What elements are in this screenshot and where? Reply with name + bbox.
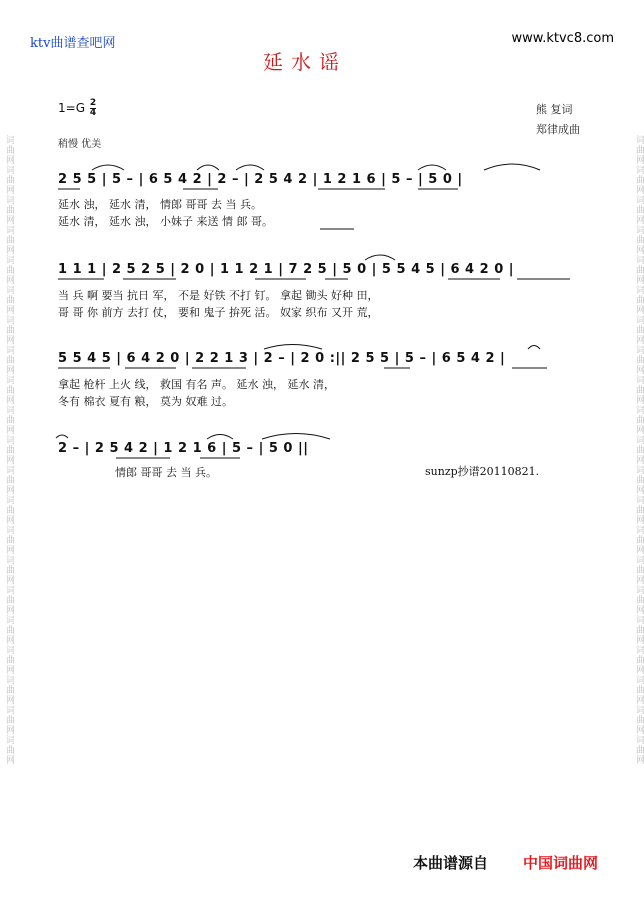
- slur: [197, 165, 219, 170]
- transcriber-note: sunzp抄谱20110821.: [425, 465, 540, 478]
- lyric-row-1-verse-2: 延水 清， 延水 浊， 小妹子 来送 情 郎 哥。: [58, 215, 273, 228]
- slur: [207, 435, 233, 440]
- slur: [264, 345, 322, 350]
- tempo-marking: 稍慢 优美: [58, 139, 102, 150]
- source-site-link[interactable]: 中国词曲网: [523, 854, 599, 872]
- lyric-row-2-verse-2: 哥 哥 你 前方 去打 仗， 要和 鬼子 拚死 活。 奴家 织布 又开 荒，: [58, 306, 379, 319]
- side-watermark-left: 词曲网词曲网词曲网词曲网词曲网词曲网词曲网词曲网词曲网词曲网词曲网词曲网词曲网词曲网词曲网词曲网词曲网词曲网词曲网词曲网词曲网: [4, 134, 14, 765]
- lyric-row-2-verse-1: 当 兵 啊 要当 抗日 军， 不是 好铁 不打 钉。 拿起 锄头 好种 田，: [58, 289, 379, 302]
- notation-row-4: 2 – | 2 5 4 2 | 1 2 1 6 | 5 – | 5 0 ||: [58, 441, 309, 456]
- slur: [528, 346, 540, 350]
- slur: [418, 165, 446, 170]
- time-signature-bottom: 4: [89, 108, 97, 118]
- lyric-row-4-verse-1: 情郎 哥哥 去 当 兵。: [115, 466, 217, 479]
- slur: [484, 164, 540, 170]
- notation-row-1: 2 5 5 | 5 – | 6 5 4 2 | 2 – | 2 5 4 2 | 1 2 1 6 | 5 – | 5 0 |: [58, 172, 463, 187]
- slur-marks: [56, 164, 540, 439]
- site-watermark-right[interactable]: www.ktvc8.com: [511, 31, 614, 46]
- song-title: 延水谣: [263, 50, 347, 74]
- slur: [236, 165, 264, 170]
- beam-underlines: [58, 189, 570, 458]
- source-label: 本曲谱源自: [413, 854, 489, 872]
- slur: [365, 255, 395, 260]
- lyric-row-3-verse-1: 拿起 枪杆 上火 线， 救国 有名 声。 延水 浊， 延水 清，: [58, 378, 335, 391]
- site-watermark-left[interactable]: ktv曲谱查吧网: [30, 36, 116, 51]
- lyricist-credit: 熊 复词: [536, 103, 573, 116]
- slur: [56, 435, 68, 438]
- notation-row-2: 1 1 1 | 2 5 2 5 | 2 0 | 1 1 2 1 | 7 2 5 | 5 0 | 5 5 4 5 | 6 4 2 0 |: [58, 262, 515, 277]
- composer-credit: 郑律成曲: [536, 123, 580, 136]
- key-label: 1=G: [58, 101, 85, 115]
- slur: [92, 165, 124, 170]
- side-watermark-right: 词曲网词曲网词曲网词曲网词曲网词曲网词曲网词曲网词曲网词曲网词曲网词曲网词曲网词曲网词曲网词曲网词曲网词曲网词曲网词曲网词曲网: [634, 134, 644, 765]
- lyric-row-3-verse-2: 冬有 棉衣 夏有 粮， 莫为 奴难 过。: [58, 395, 233, 408]
- time-signature-top: 2: [89, 98, 97, 108]
- slur: [262, 434, 330, 440]
- notation-row-3: 5 5 4 5 | 6 4 2 0 | 2 2 1 3 | 2 – | 2 0 :|| 2 5 5 | 5 – | 6 5 4 2 |: [58, 351, 506, 366]
- lyric-row-1-verse-1: 延水 浊， 延水 清， 情郎 哥哥 去 当 兵。: [58, 198, 262, 211]
